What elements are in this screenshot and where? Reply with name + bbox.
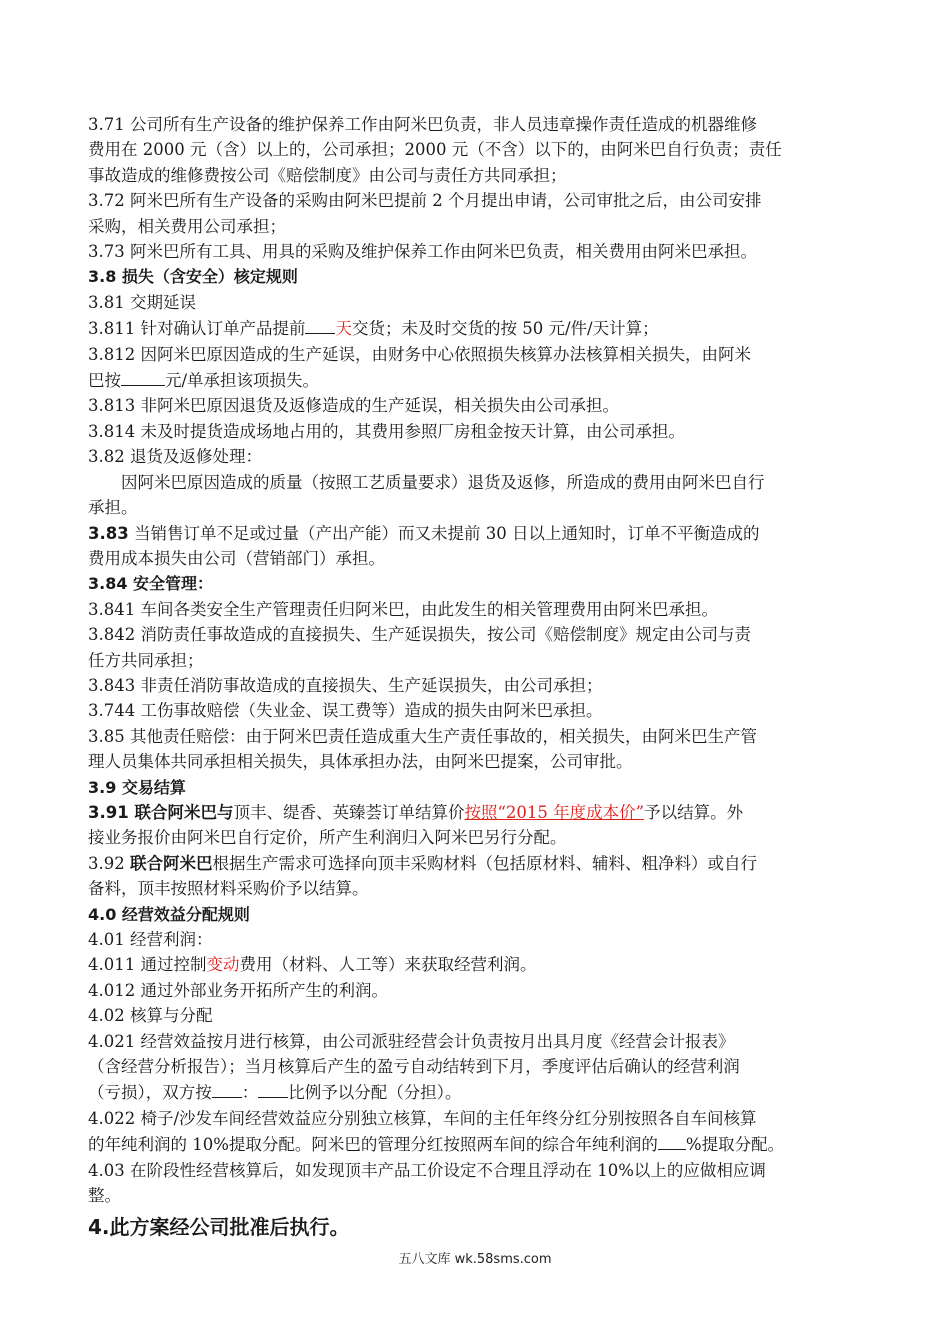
paragraph-3-91 xyxy=(88,800,868,825)
text-span: （亏损），双方按 xyxy=(88,1083,212,1103)
paragraph-4-03-cont: 整。 xyxy=(88,1186,121,1206)
paragraph-3-812: 3.812 因阿米巴原因造成的生产延误，由财务中心依照损失核算办法核算相关损失，由阿米 xyxy=(88,344,751,364)
paragraph-3-91-cont: 接业务报价由阿米巴自行定价，所产生利润归入阿米巴另行分配。 xyxy=(88,828,567,848)
bold-number: 3.83 xyxy=(88,523,129,543)
document-body xyxy=(88,112,868,1242)
paragraph-4-012: 4.012 通过外部业务开拓所产生的利润。 xyxy=(88,980,388,1000)
paragraph-4-011 xyxy=(88,952,868,977)
heading-4-0: 4.0 经营效益分配规则 xyxy=(88,904,250,924)
text-span: 当销售订单不足或过量（产出产能）而又未提前 30 日以上通知时，订单不平衡造成的 xyxy=(128,523,760,543)
text-span: 根据生产需求可选择向顶丰采购材料（包括原材料、辅料、粗净料）或自行 xyxy=(212,853,757,873)
paragraph-3-811 xyxy=(88,315,868,341)
paragraph-4-01: 4.01 经营利润： xyxy=(88,930,213,949)
paragraph-3-843: 3.843 非责任消防事故造成的直接损失、生产延误损失，由公司承担； xyxy=(88,675,603,695)
paragraph-4-021: 4.021 经营效益按月进行核算，由公司派驻经营会计负责按月出具月度《经营会计报表》 xyxy=(88,1031,735,1051)
text-span: ： xyxy=(241,1083,259,1103)
blank-line xyxy=(258,1079,288,1098)
paragraph-3-82-body-cont: 承担。 xyxy=(88,498,138,518)
red-text: 天 xyxy=(335,319,352,339)
text-span: 3.811 针对确认订单产品提前 xyxy=(88,319,306,339)
paragraph-3-85-cont: 理人员集体共同承担相关损失，具体承担办法，由阿米巴提案，公司审批。 xyxy=(88,752,633,772)
paragraph-3-81: 3.81 交期延误 xyxy=(88,292,196,312)
paragraph-3-73: 3.73 阿米巴所有工具、用具的采购及维护保养工作由阿米巴负责，相关费用由阿米巴承担。 xyxy=(88,242,757,262)
text-span: 比例予以分配（分担）。 xyxy=(288,1083,462,1103)
bold-text: 联合阿米巴 xyxy=(129,853,213,873)
text-span: 顶丰、缇香、英臻荟订单结算价 xyxy=(233,802,465,822)
text-span: 巴按 xyxy=(88,371,121,391)
blank-line xyxy=(305,315,335,334)
paragraph-4-02: 4.02 核算与分配 xyxy=(88,1006,213,1026)
paragraph-3-71-cont2: 事故造成的维修费按公司《赔偿制度》由公司与责任方共同承担； xyxy=(88,165,567,185)
paragraph-3-814: 3.814 未及时提货造成场地占用的，其费用参照厂房租金按天计算，由公司承担。 xyxy=(88,421,685,441)
heading-3-84: 3.84 安全管理： xyxy=(88,574,214,594)
paragraph-3-841: 3.841 车间各类安全生产管理责任归阿米巴，由此发生的相关管理费用由阿米巴承担。 xyxy=(88,599,718,619)
text-span: %提取分配。 xyxy=(685,1135,785,1155)
paragraph-4-022: 4.022 椅子/沙发车间经营效益应分别独立核算，车间的主任年终分红分别按照各自车间核算 xyxy=(88,1108,757,1128)
paragraph-4-021-cont2 xyxy=(88,1079,868,1105)
text-span: 费用（材料、人工等）来获取经营利润。 xyxy=(239,955,537,975)
paragraph-3-82: 3.82 退货及返修处理： xyxy=(88,447,262,467)
paragraph-3-85: 3.85 其他责任赔偿：由于阿米巴责任造成重大生产责任事故的，相关损失，由阿米巴生产管 xyxy=(88,726,757,746)
paragraph-3-92-cont: 备料，顶丰按照材料采购价予以结算。 xyxy=(88,879,369,899)
paragraph-3-83 xyxy=(88,521,868,546)
paragraph-3-812-cont xyxy=(88,367,868,393)
paragraph-4-03: 4.03 在阶段性经营核算后，如发现顶丰产品工价设定不合理且浮动在 10%以上的应做相应调 xyxy=(88,1160,766,1180)
blank-line xyxy=(212,1079,242,1098)
text-span: 的年纯利润的 10%提取分配。阿米巴的管理分红按照两车间的综合年纯利润的 xyxy=(88,1135,658,1155)
paragraph-3-72: 3.72 阿米巴所有生产设备的采购由阿米巴提前 2 个月提出申请，公司审批之后，由公司安排 xyxy=(88,191,762,211)
blank-line xyxy=(658,1131,686,1150)
red-underlined-text: 按照“2015 年度成本价” xyxy=(464,802,645,822)
paragraph-3-92 xyxy=(88,851,868,876)
paragraph-3-82-body: 因阿米巴原因造成的质量（按照工艺质量要求）退货及返修，所造成的费用由阿米巴自行 xyxy=(121,472,765,492)
text-span: 交货；未及时交货的按 50 元/件/天计算； xyxy=(351,319,659,339)
paragraph-3-71: 3.71 公司所有生产设备的维护保养工作由阿米巴负责，非人员违章操作责任造成的机器维修 xyxy=(88,115,757,134)
heading-3-8: 3.8 损失（含安全）核定规则 xyxy=(88,267,298,287)
red-text: 变动 xyxy=(206,955,240,975)
paragraph-3-744: 3.744 工伤事故赔偿（失业金、误工费等）造成的损失由阿米巴承担。 xyxy=(88,701,603,721)
blank-line xyxy=(121,367,165,386)
text-span: 4.011 通过控制 xyxy=(88,955,207,975)
paragraph-3-813: 3.813 非阿米巴原因退货及返修造成的生产延误，相关损失由公司承担。 xyxy=(88,396,619,416)
bold-text: 3.91 联合阿米巴与 xyxy=(88,802,234,822)
paragraph-3-72-cont: 采购，相关费用公司承担； xyxy=(88,216,286,236)
paragraph-3-83-cont: 费用成本损失由公司（营销部门）承担。 xyxy=(88,548,385,568)
text-span: 予以结算。外 xyxy=(644,802,744,822)
heading-3-9: 3.9 交易结算 xyxy=(88,777,186,797)
paragraph-3-842-cont: 任方共同承担； xyxy=(88,650,204,670)
text-span: 元/单承担该项损失。 xyxy=(165,371,320,391)
paragraph-4-021-cont: （含经营分析报告）；当月核算后产生的盈亏自动结转到下月，季度评估后确认的经营利润 xyxy=(88,1057,740,1077)
paragraph-4-022-cont xyxy=(88,1131,868,1157)
footer-watermark: 五八文库 wk.58sms.com xyxy=(398,1252,552,1267)
final-statement: 4.此方案经公司批准后执行。 xyxy=(88,1215,350,1240)
paragraph-3-71-cont: 费用在 2000 元（含）以上的，公司承担；2000 元（不含）以下的，由阿米巴自行负责；责任 xyxy=(88,140,782,160)
text-span: 3.92 xyxy=(88,853,130,873)
paragraph-3-842: 3.842 消防责任事故造成的直接损失、生产延误损失，按公司《赔偿制度》规定由公司与责 xyxy=(88,625,751,645)
